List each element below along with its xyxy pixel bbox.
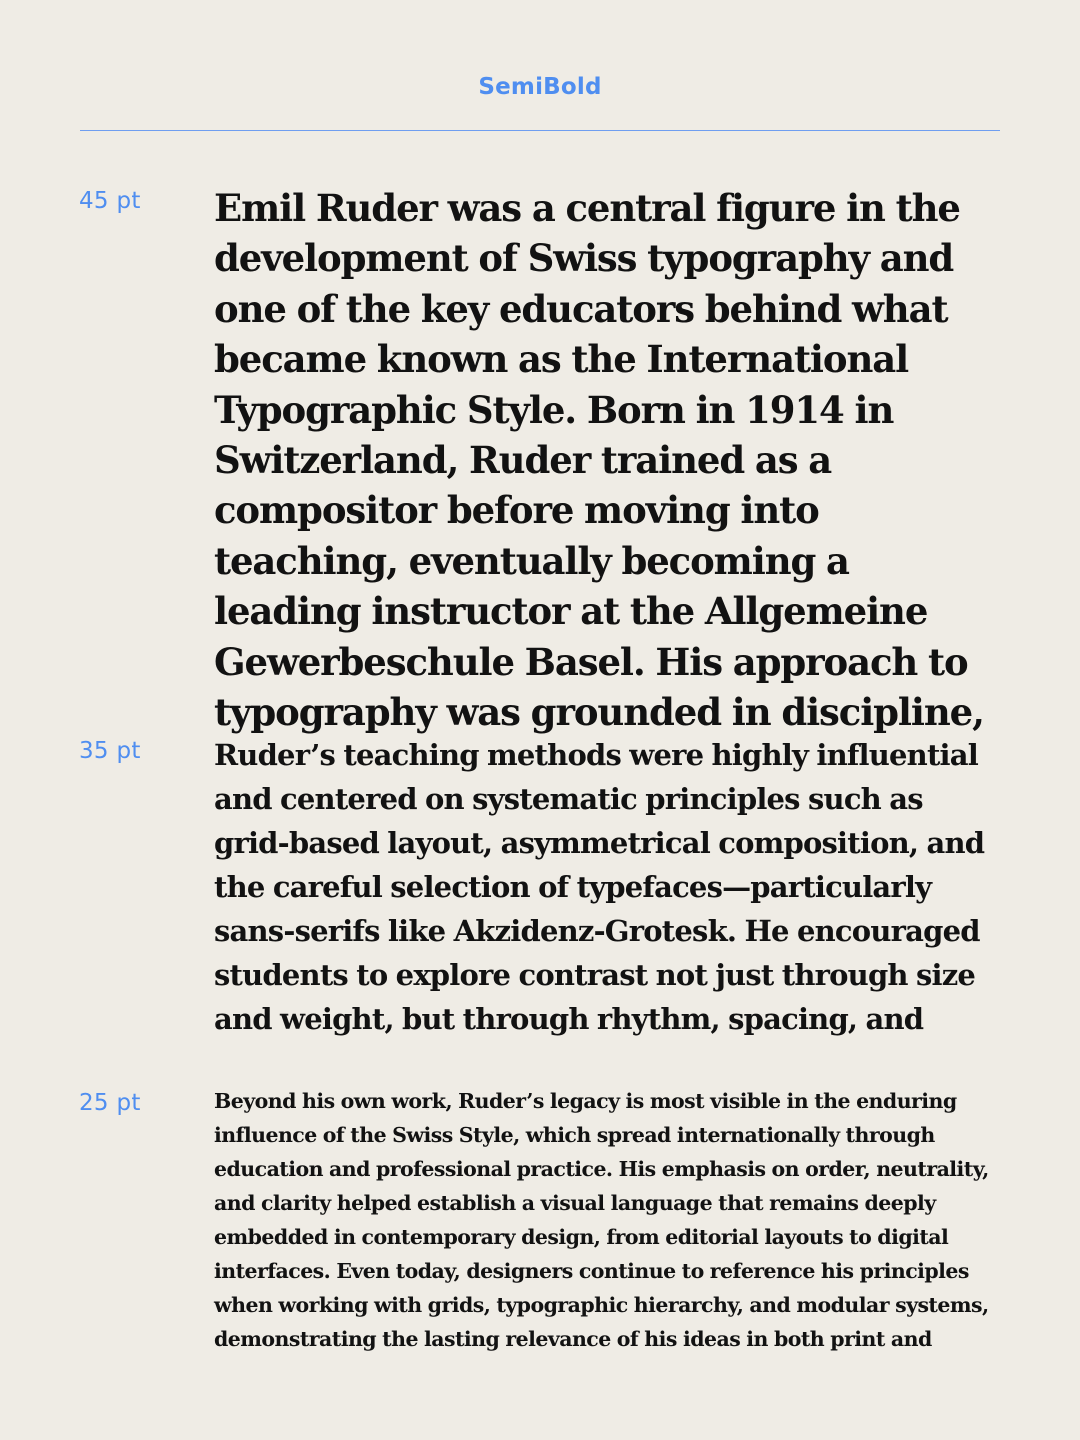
size-label-25: 25 pt	[79, 1090, 141, 1116]
size-label-45: 45 pt	[79, 188, 141, 214]
header-divider	[80, 130, 1000, 131]
sample-text-35pt: Ruder’s teaching methods were highly influential and centered on systematic principles such as grid-based layout, asymmetrical composition, and the careful selection of typefaces—particularly sans-serifs like Akzidenz-Grotesk. He encouraged students to explore contrast not just through size and weight, but through rhythm, spacing, and	[214, 738, 985, 1036]
size-label-35: 35 pt	[79, 738, 141, 764]
sample-text-25pt: Beyond his own work, Ruder’s legacy is most visible in the enduring influence of the Swiss Style, which spread internationally through education and professional practice. His emphasis on order, neutrality, and clarity helped establish a visual language that remains deeply embedded in contemporary design, from editorial layouts to digital interfaces. Even today, designers continue to reference his principles when working with grids, typographic hierarchy, and modular systems, demonstrating the lasting relevance of his ideas in both print and	[214, 1089, 989, 1351]
page-title: SemiBold	[478, 74, 602, 100]
sample-text-45pt: Emil Ruder was a central figure in the development of Swiss typography and one of the key educators behind what became known as the International Typographic Style. Born in 1914 in Switzerland, Ruder trained as a compositor before moving into teaching, eventually becoming a leading instructor at the Allgemeine Gewerbeschule Basel. His approach to typography was grounded in discipline,	[214, 186, 984, 735]
